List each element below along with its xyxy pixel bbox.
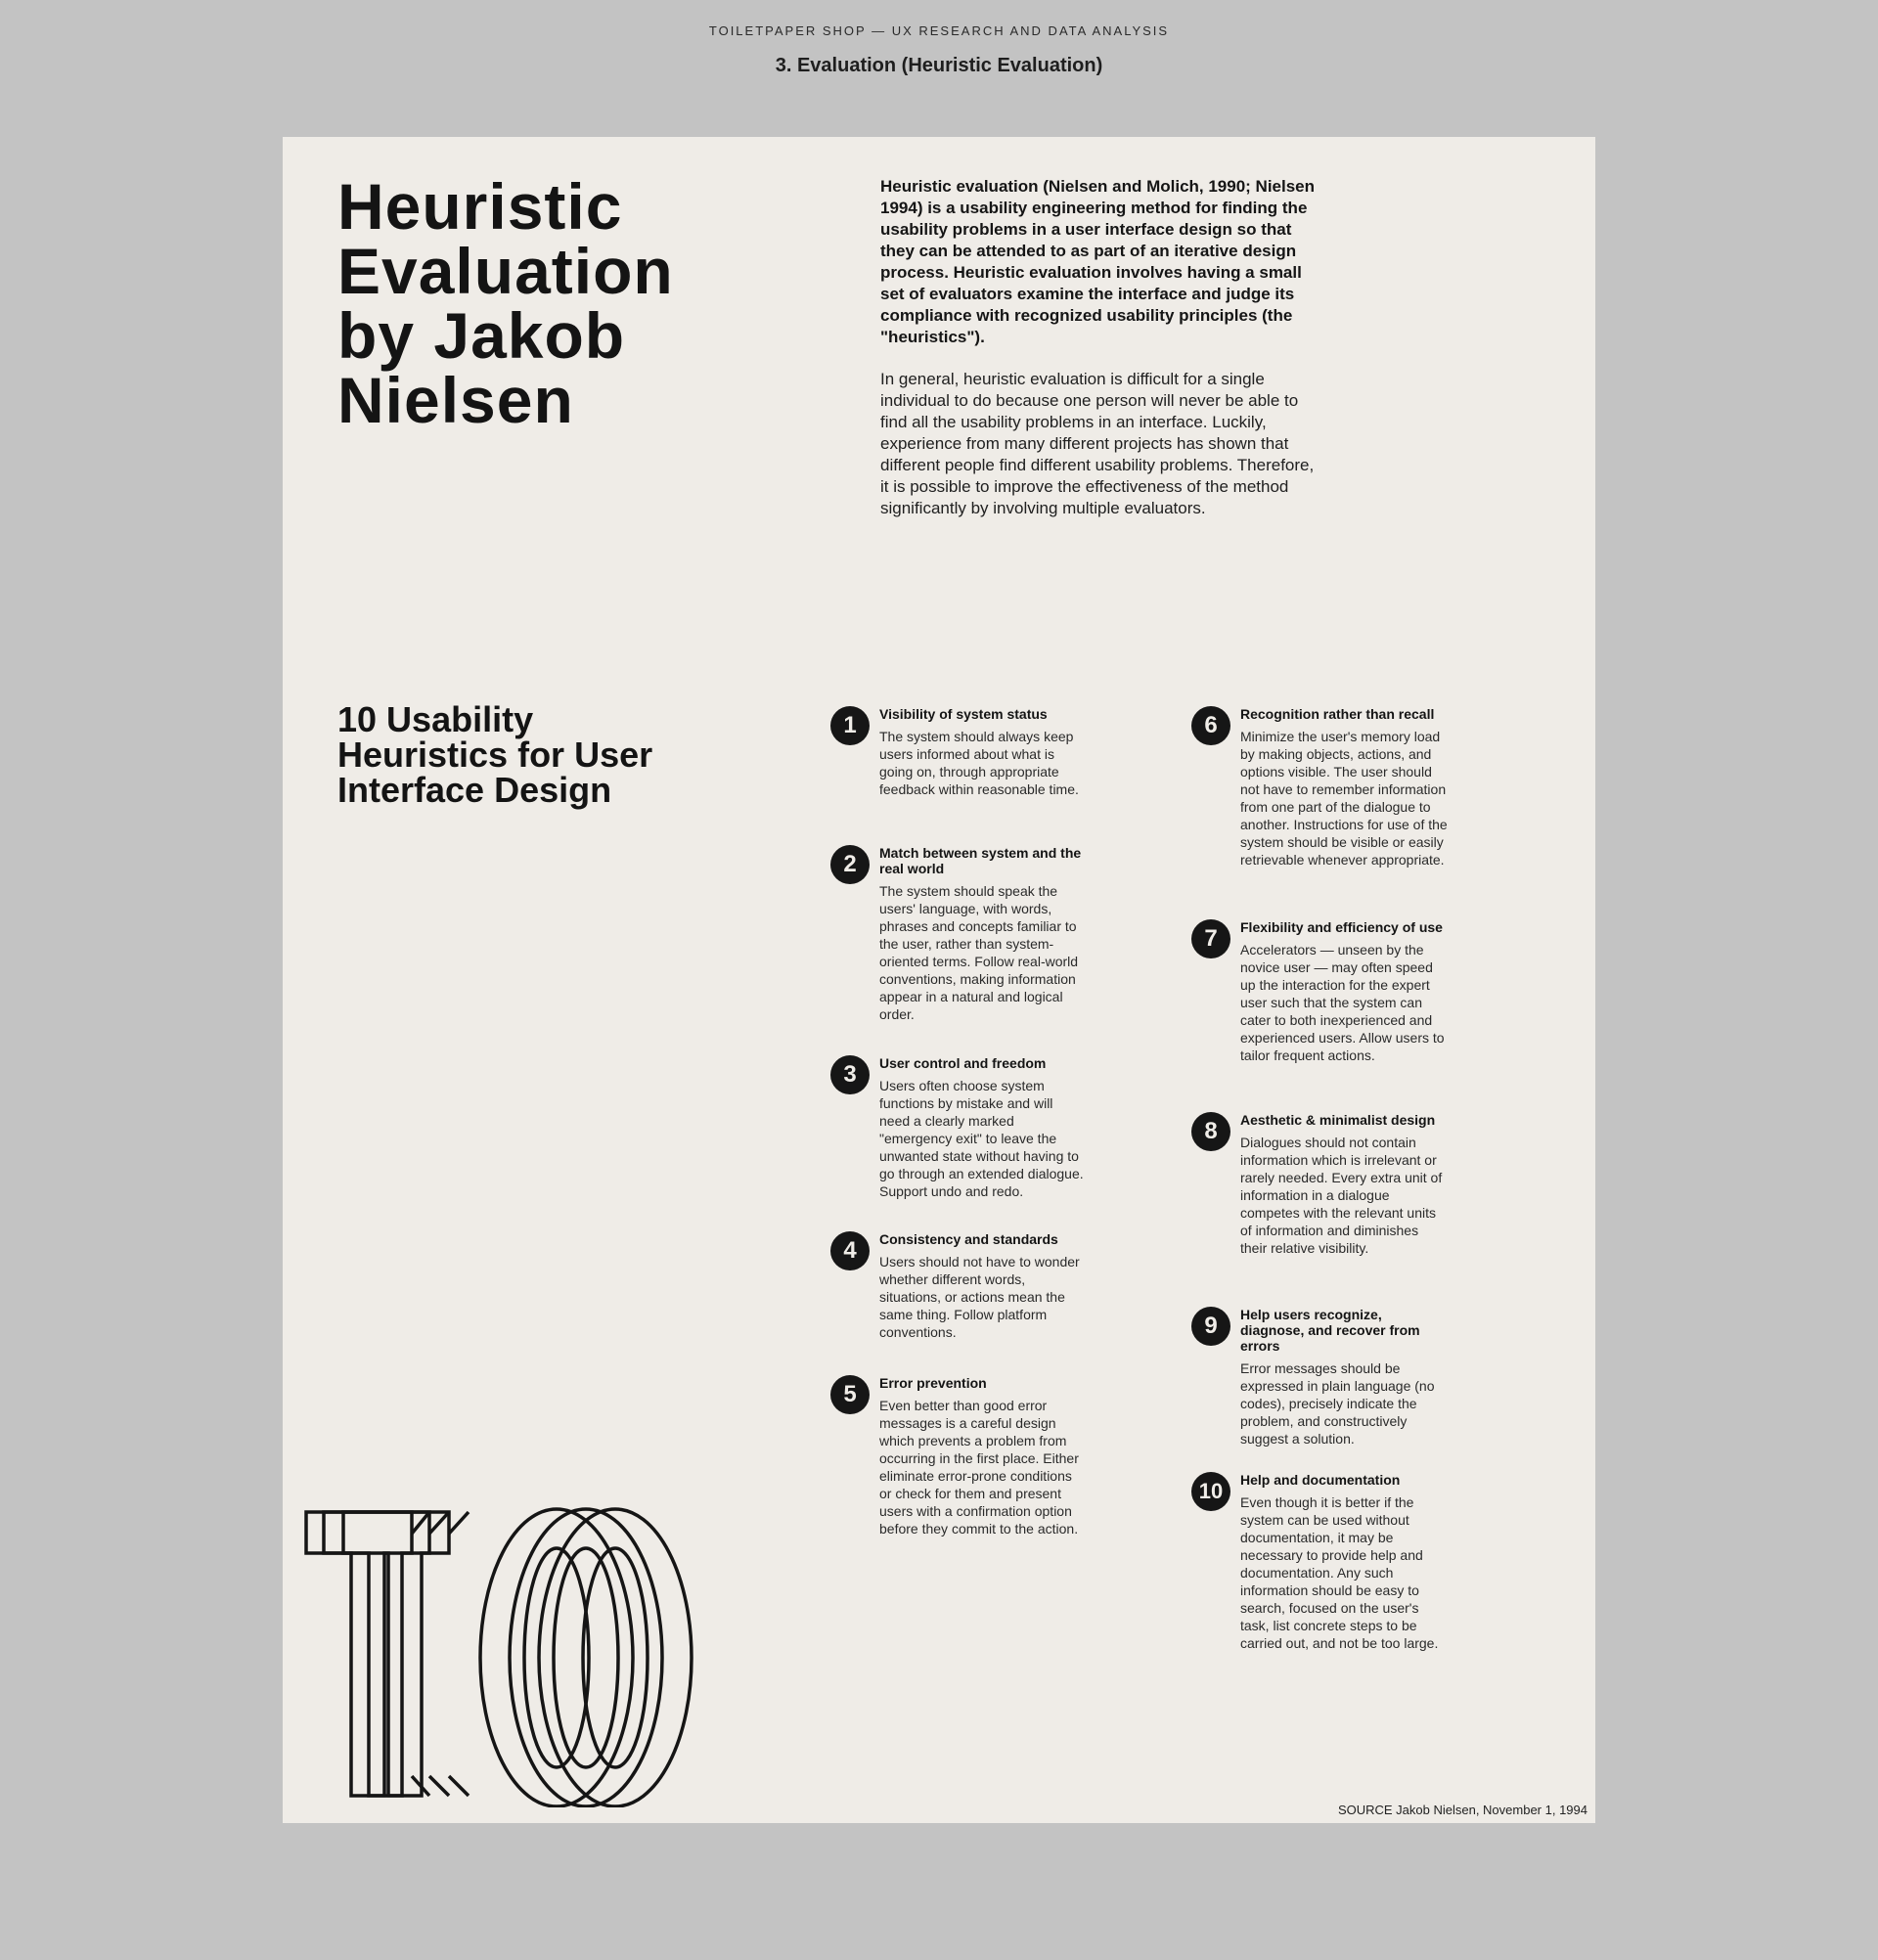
title-line: Evaluation <box>337 235 674 307</box>
title-line: Nielsen <box>337 364 574 436</box>
subtitle-line: Heuristics for User <box>337 735 653 775</box>
document-eyebrow: TOILETPAPER SHOP — UX RESEARCH AND DATA ANALYSIS <box>708 23 1170 38</box>
heuristic-title: Help users recognize, diagnose, and recover from errors <box>1240 1307 1420 1354</box>
number-badge: 7 <box>1191 919 1230 958</box>
heuristic-item <box>830 1375 1087 1537</box>
number-badge: 9 <box>1191 1307 1230 1346</box>
heuristic-title: Help and documentation <box>1240 1472 1401 1488</box>
heuristic-title: Match between system and the real world <box>879 845 1082 876</box>
heuristic-description: Even better than good error messages is a careful design which prevents a problem from occurring in the first place. Either eliminate error-prone conditions or check for them and present users with a confirmation option before they commit to the action. <box>879 1398 1079 1537</box>
heuristic-description: The system should speak the users' language, with words, phrases and concepts familiar to the user, rather than system-oriented terms. Follow real-world conventions, making information appear in a natural and logical order. <box>879 883 1079 1022</box>
number-badge: 8 <box>1191 1112 1230 1151</box>
heuristic-item <box>1191 1112 1448 1257</box>
number-badge: 10 <box>1191 1472 1230 1511</box>
poster-sheet <box>283 137 1595 1823</box>
intro-lead-paragraph: Heuristic evaluation (Nielsen and Molich, 1990; Nielsen 1994) is a usability engineering method for finding the usability problems in a user interface design so that they can be attended to as part of an iterative design process. Heuristic evaluation involves having a small set of evaluators examine the interface and judge its compliance with recognized usability principles (the "heuristics"). <box>880 177 1316 346</box>
number-badge: 1 <box>830 706 870 745</box>
heuristic-title: Visibility of system status <box>879 706 1048 722</box>
number-badge: 5 <box>830 1375 870 1414</box>
heuristic-description: Dialogues should not contain information which is irrelevant or rarely needed. Every extra unit of information in a dialogue competes with the relevant units of information and diminishes their relative visibility. <box>1240 1135 1443 1256</box>
subtitle-line: Interface Design <box>337 770 612 810</box>
title-line: by Jakob <box>337 299 626 372</box>
heuristic-item <box>830 1055 1087 1200</box>
heuristic-title: User control and freedom <box>879 1055 1047 1071</box>
section-title: 3. Evaluation (Heuristic Evaluation) <box>775 55 1103 76</box>
heuristic-item <box>1191 706 1448 869</box>
heuristic-title: Recognition rather than recall <box>1240 706 1435 722</box>
source-citation: SOURCE Jakob Nielsen, November 1, 1994 <box>1337 1803 1587 1817</box>
poster-title <box>337 170 674 436</box>
title-line: Heuristic <box>337 170 623 243</box>
intro-text <box>880 176 1325 540</box>
heuristic-description: Minimize the user's memory load by making objects, actions, and options visible. The user should not have to remember information from one part of the dialogue to another. Instructions for use of the system should be visible or easily retrievable whenever appropriate. <box>1240 729 1448 868</box>
decorative-outline-ten <box>304 1504 695 1807</box>
heuristic-item <box>1191 919 1448 1064</box>
intro-paragraph: In general, heuristic evaluation is difficult for a single individual to do because one person will never be able to find all the usability problems in an interface. Luckily, experience from many different projects has shown that different people find different usability problems. Therefore, it is possible to improve the effectiveness of the method significantly by involving multiple evaluators. <box>880 370 1315 517</box>
heuristic-item <box>1191 1307 1448 1448</box>
heuristic-title: Flexibility and efficiency of use <box>1240 919 1443 935</box>
heuristic-title: Error prevention <box>879 1375 987 1391</box>
heuristic-title: Consistency and standards <box>879 1231 1058 1247</box>
number-badge: 3 <box>830 1055 870 1094</box>
heuristics-subtitle <box>337 699 653 810</box>
heuristic-description: Error messages should be expressed in plain language (no codes), precisely indicate the problem, and constructively suggest a solution. <box>1240 1360 1435 1447</box>
number-badge: 4 <box>830 1231 870 1270</box>
number-badge: 2 <box>830 845 870 884</box>
heuristic-title: Aesthetic & minimalist design <box>1240 1112 1436 1128</box>
subtitle-line: 10 Usability <box>337 699 534 739</box>
heuristic-item <box>830 1231 1087 1341</box>
heuristic-description: Accelerators — unseen by the novice user — may often speed up the interaction for the expert user such that the system can cater to both inexperienced and experienced users. Allow users to tailor frequent actions. <box>1240 942 1445 1063</box>
heuristic-description: The system should always keep users informed about what is going on, through appropriate feedback within reasonable time. <box>879 729 1079 797</box>
heuristic-item <box>830 706 1087 798</box>
heuristic-description: Even though it is better if the system can be used without documentation, it may be necessary to provide help and documentation. Any such information should be easy to search, focused on the user's task, list concrete steps to be carried out, and not be too large. <box>1240 1494 1439 1651</box>
number-badge: 6 <box>1191 706 1230 745</box>
heuristic-item <box>830 845 1087 1023</box>
heuristic-description: Users should not have to wonder whether different words, situations, or actions mean the same thing. Follow platform conventions. <box>879 1254 1080 1340</box>
heuristic-item <box>1191 1472 1448 1652</box>
heuristic-description: Users often choose system functions by mistake and will need a clearly marked "emergency exit" to leave the unwanted state without having to go through an extended dialogue. Support undo and redo. <box>879 1078 1084 1199</box>
